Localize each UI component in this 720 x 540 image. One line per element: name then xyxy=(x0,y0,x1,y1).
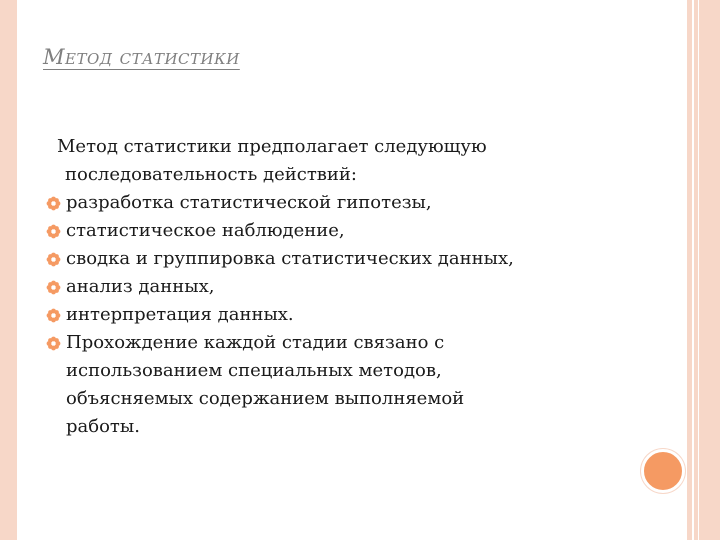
orange-circle-decoration xyxy=(641,449,685,493)
intro-line-2: последовательность действий: xyxy=(65,164,357,185)
list-item xyxy=(45,217,615,245)
slide-body xyxy=(45,133,615,441)
bullet-text: разработка статистической гипотезы, xyxy=(66,192,432,213)
flower-bullet-icon xyxy=(46,196,61,211)
bullet-line: работы. xyxy=(66,416,140,437)
bullet-text: сводка и группировка статистических данных, xyxy=(66,248,514,269)
slide-title: Метод статистики xyxy=(43,45,240,69)
bullet-text-multiline xyxy=(66,329,615,441)
list-item xyxy=(45,301,615,329)
list-item xyxy=(45,245,615,273)
bullet-line: объясняемых содержанием выполняемой xyxy=(66,388,465,409)
frame-right-stripe xyxy=(692,0,694,540)
list-item xyxy=(45,189,615,217)
frame-right-stripe-thin xyxy=(698,0,699,540)
flower-bullet-icon xyxy=(46,280,61,295)
flower-bullet-icon xyxy=(46,308,61,323)
list-item xyxy=(45,329,615,441)
bullet-line: использованием специальных методов, xyxy=(66,360,442,381)
flower-bullet-icon xyxy=(46,252,61,267)
bullet-text: анализ данных, xyxy=(66,276,215,297)
flower-bullet-icon xyxy=(46,336,61,351)
bullet-list xyxy=(45,189,615,441)
bullet-text: интерпретация данных. xyxy=(66,304,294,325)
intro-line-1: Метод статистики предполагает следующую xyxy=(57,136,487,157)
frame-left-border xyxy=(0,0,17,540)
bullet-text: статистическое наблюдение, xyxy=(66,220,345,241)
list-item xyxy=(45,273,615,301)
flower-bullet-icon xyxy=(46,224,61,239)
bullet-line: Прохождение каждой стадии связано с xyxy=(66,332,445,353)
